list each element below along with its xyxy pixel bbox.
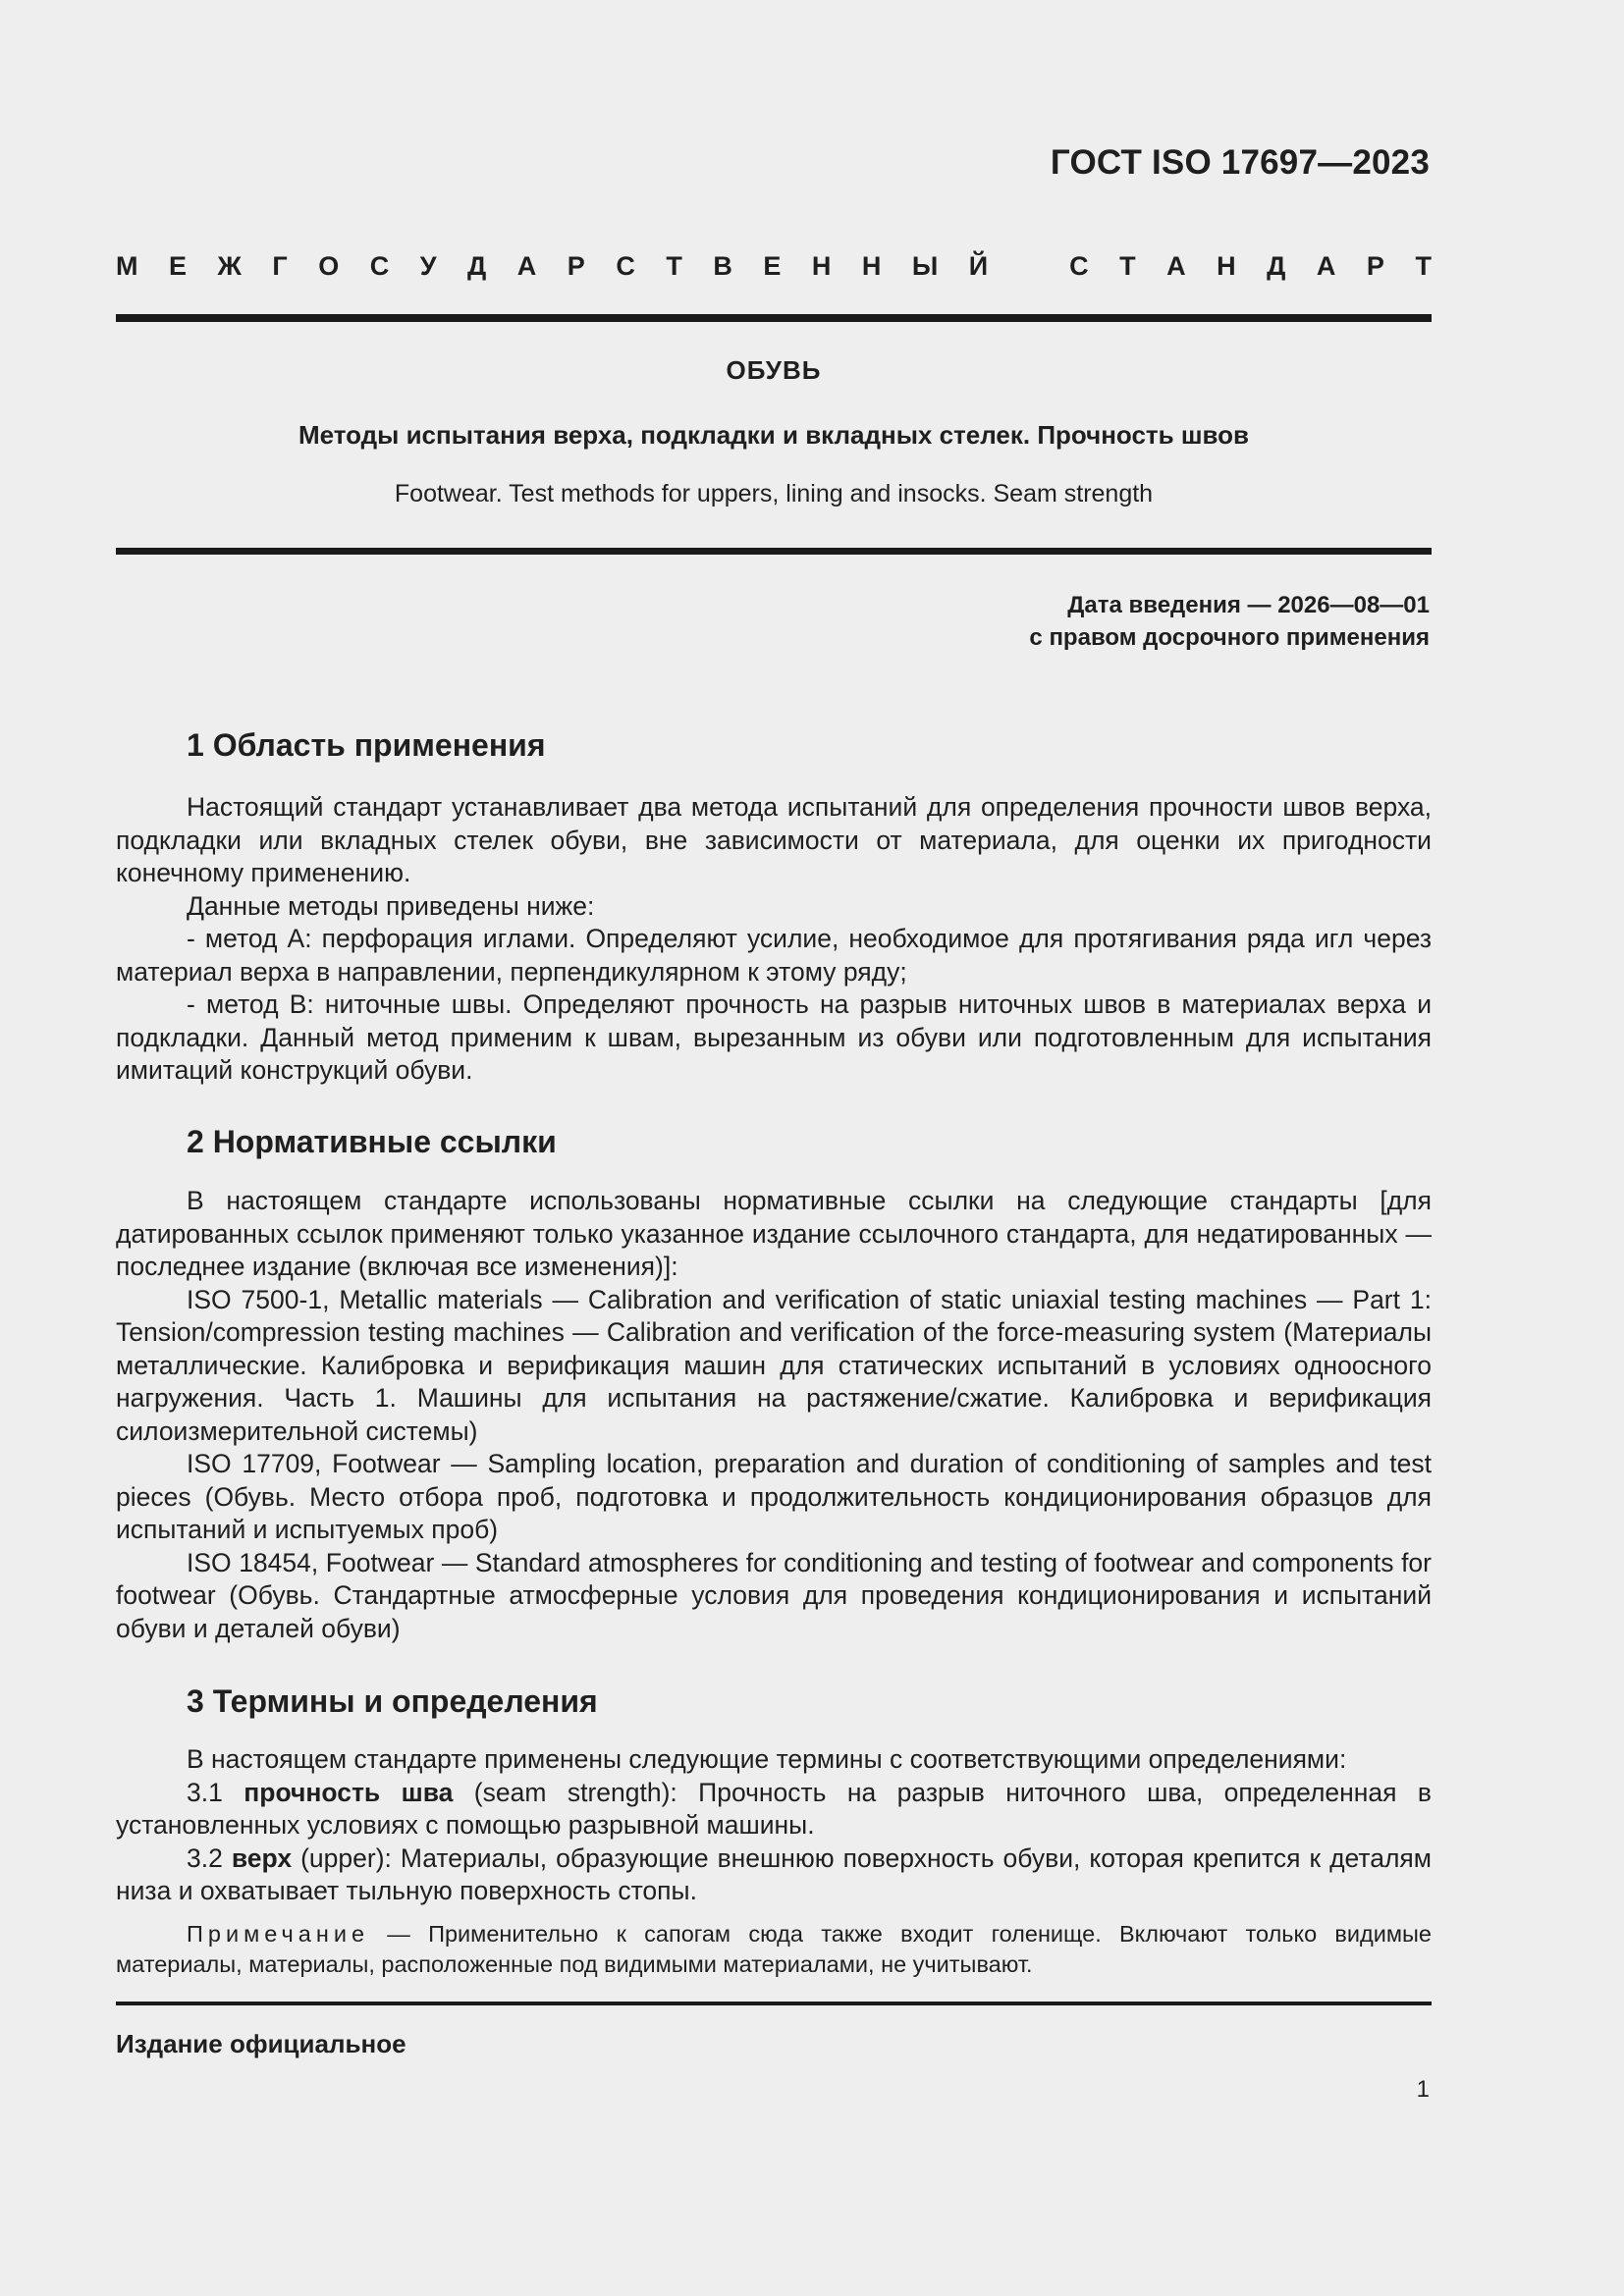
section-1-body [116,791,1432,1088]
introduction-date-block [1029,589,1430,654]
document-title-english: Footwear. Test methods for uppers, lining and insocks. Seam strength [394,480,1154,507]
page-number: 1 [1416,2076,1430,2103]
section-3-body [116,1743,1432,1908]
section-2-heading: 2 Нормативные ссылки [187,1124,557,1159]
edition-label: Издание официальное [116,2029,406,2058]
reference-iso-18454: ISO 18454, Footwear — Standard atmospheres for conditioning and testing of footwear and components for footwear (Обувь. Стандартные атмосферные условия для проведения кондиционирования и испытаний обуви и деталей обуви) [116,1547,1432,1643]
term-name: прочность шва [244,1777,454,1807]
standard-type-letter: А [1166,251,1186,281]
standard-type-letter [1019,251,1039,282]
term-definition-3-2: 3.2 верх (upper): Материалы, образующие внешнюю поверхность обуви, которая крепится к деталям низа и охватывает тыльную поверхность стопы. [116,1842,1432,1905]
standard-type-heading [116,251,1432,282]
section-1-heading: 1 Область применения [187,727,546,763]
standard-type-letter: О [318,251,340,281]
standard-type-letter: Е [763,251,782,281]
top-divider [116,314,1432,322]
footer-divider [116,2002,1432,2005]
note-text: — Применительно к сапогам сюда также входит голенище. Включают только видимые материалы, материалы, расположенные под видимыми материалами, не учитывают. [116,1921,1432,1977]
standard-type-letter: Й [968,251,989,281]
paragraph: Настоящий стандарт устанавливает два метода испытаний для определения прочности швов верха, подкладки или вкладных стелек обуви, вне зависимости от материала, для оценки их пригодности конечному применению. [116,792,1432,887]
standard-type-letter: Н [1217,251,1236,281]
standard-type-letter: Ж [217,251,242,281]
paragraph: - метод А: перфорация иглами. Определяют усилие, необходимое для протягивания ряда игл через материал верха в направлении, перпендикулярном к этому ряду; [116,924,1432,987]
standard-type-letter: Т [666,251,682,281]
section-2-body [116,1185,1432,1645]
standard-type-letter: Г [272,251,288,281]
title-divider [116,548,1432,555]
standard-type-letter: С [369,251,390,281]
standard-type-letter: Н [861,251,882,281]
standard-type-letter: С [616,251,635,281]
standard-type-letter: Н [811,251,832,281]
standard-type-letter: А [516,251,537,281]
standard-type-letter: Т [1415,251,1432,281]
paragraph: Данные методы приведены ниже: [187,890,595,921]
standard-type-letter: В [713,251,732,281]
term-definition-3-1: 3.1 прочность шва (seam strength): Прочность на разрыв ниточного шва, определенная в установленных условиях с помощью разрывной машины. [116,1777,1433,1840]
document-title: ОБУВЬ [726,355,822,385]
standard-type-letter: Р [567,251,585,281]
standard-type-letter: Ы [911,251,939,281]
term-name: верх [231,1842,293,1873]
early-use-note: с правом досрочного применения [1029,624,1430,651]
document-subtitle: Методы испытания верха, подкладки и вкладных стелек. Прочность швов [298,420,1250,450]
paragraph: - метод В: ниточные швы. Определяют прочность на разрыв ниточных швов в материалах верха и подкладки. Данный метод применим к швам, вырезанным из обуви или подготовленным для испытания имитаций конструкций обуви. [116,989,1432,1085]
reference-iso-17709: ISO 17709, Footwear — Sampling location, preparation and duration of conditioning of samples and test pieces (Обувь. Место отбора проб, подготовка и продолжительность кондиционирования образцов для испытаний и испытуемых проб) [116,1449,1432,1544]
paragraph: В настоящем стандарте применены следующие термины с соответствующими определениями: [187,1744,1347,1774]
standard-type-letter: У [419,251,437,281]
standard-type-letter: М [116,251,138,281]
standard-type-letter: С [1069,251,1089,281]
document-number: ГОСТ ISO 17697—2023 [1050,143,1430,182]
standard-type-letter: Р [1366,251,1384,281]
reference-iso-7500-1: ISO 7500-1, Metallic materials — Calibration and verification of static uniaxial testing machines — Part 1: Tension/compression testing machines — Calibration and verification of the force-measuring system (Материалы металлические. Калибровка и верификация машин для статических испытаний в условиях одноосного нагружения. Часть 1. Машины для испытания на растяжение/сжатие. Калибровка и верификация силоизмерительной системы) [116,1284,1432,1446]
standard-type-letter: Д [467,251,487,281]
standard-type-letter: Т [1119,251,1136,281]
standard-type-letter: Е [169,251,188,281]
section-3-heading: 3 Термины и определения [187,1683,598,1719]
paragraph: В настоящем стандарте использованы нормативные ссылки на следующие стандарты [для датированных ссылок применяют только указанное издание ссылочного стандарта, для недатированных — последнее издание (включая все изменения)]: [116,1186,1432,1281]
introduction-date: Дата введения — 2026—08—01 [1067,592,1430,618]
note [116,1919,1432,1980]
standard-type-letter: Д [1267,251,1286,281]
note-label: Примечание [187,1921,370,1947]
standard-type-letter: А [1316,251,1336,281]
